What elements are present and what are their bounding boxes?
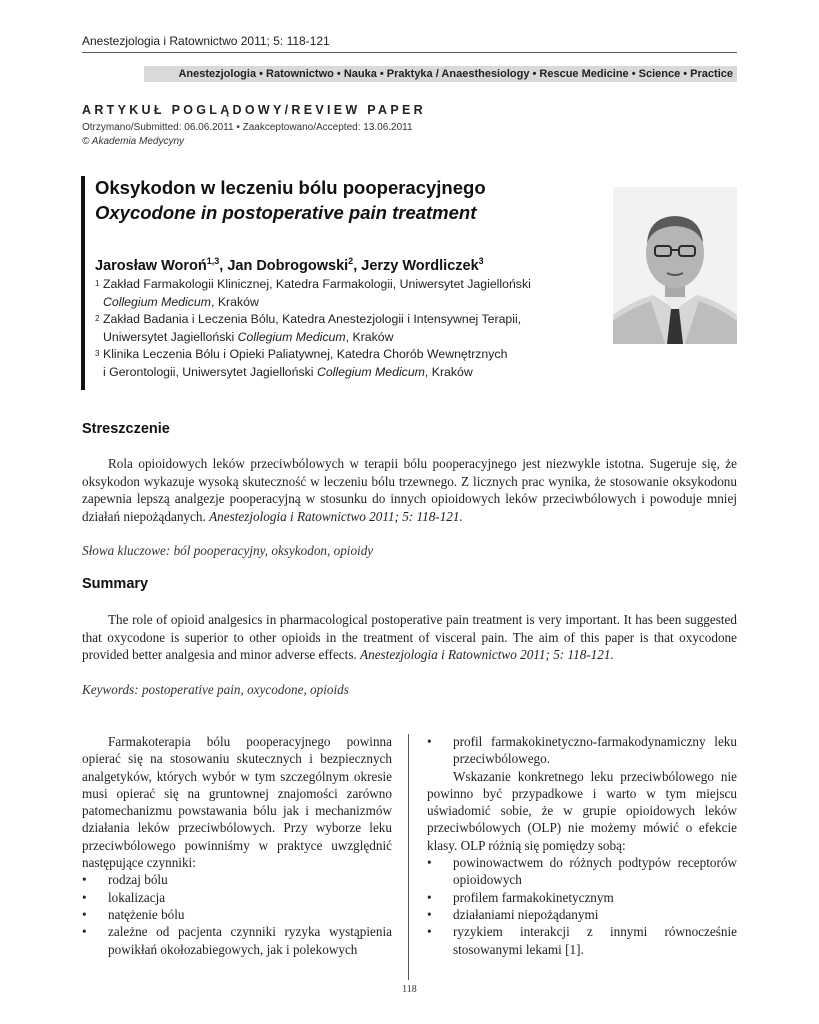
bullet-icon: • [427, 889, 432, 905]
list-item [82, 871, 392, 888]
list-item [82, 889, 392, 906]
affiliation-text: Uniwersytet Jagielloński [103, 329, 238, 344]
list-item-text: powinowactwem do różnych podtypów receptorów opioidowych [453, 855, 737, 888]
affiliation-text: i Gerontologii, Uniwersytet Jagielloński [103, 364, 317, 379]
column-divider [408, 734, 409, 980]
journal-header: Anestezjologia i Ratownictwo 2011; 5: 118-121 [82, 34, 330, 48]
author-affiliation-marker: 1,3 [206, 256, 220, 266]
bullet-icon: • [82, 924, 87, 940]
author-name: Jarosław Woroń [95, 257, 207, 274]
author-3 [361, 258, 483, 274]
affiliation-line [103, 311, 531, 329]
keywords-polish: Słowa kluczowe: ból pooperacyjny, oksykodon, opioidy [82, 543, 374, 558]
author-affiliation-marker: 2 [348, 256, 354, 266]
bullet-icon: • [82, 906, 87, 922]
author-2 [227, 258, 361, 274]
affiliation-line [103, 294, 531, 312]
abstract-text: Rola opioidowych leków przeciwbólowych w terapii bólu pooperacyjnego jest niezwykle istotna. Sugeruje się, że oksykodon wykazuje wysoką skuteczność w leczeniu bólu trzewnego. Z licznych prac wynika, że stosowanie oksykodonu zapewnia lepszą analgezje pooperacyjną w stosunku do innych opioidowych leków przeciwbólowych i powoduje mniej działań niepożądanych. [82, 456, 737, 524]
body-column-left [82, 733, 392, 958]
list-item-text: natężenie bólu [108, 906, 185, 922]
affiliation-text: Klinika Leczenia Bólu i Opieki Paliatywnej, Katedra Chorób Wewnętrznych [103, 347, 508, 361]
affiliation-text: , Kraków [210, 294, 259, 309]
author-name: Jan Dobrogowski [227, 257, 349, 274]
affiliation-line [103, 329, 531, 347]
list-item [82, 906, 392, 923]
abstract-heading-polish: Streszczenie [82, 421, 170, 437]
body-paragraph: Farmakoterapia bólu pooperacyjnego powinna opierać się na stosowaniu skutecznych i bezpiecznych analgetyków, których wybór w tym szczególnym okresie musi opierać się na gruntownej znajomości zarówno patomechanizmu powstawania bólu jak i mechanizmów działania leków przeciwbólowych. Przy wyborze leku przeciwbólowego powinniśmy w praktyce uwzględnić następujące czynniki: [82, 734, 392, 871]
affiliation-number: 1 [95, 279, 100, 288]
list-item [427, 889, 737, 906]
affiliation-text: , Kraków [345, 329, 394, 344]
title-accent-bar [81, 176, 85, 390]
factor-list [82, 871, 392, 957]
title-polish: Oksykodon w leczeniu bólu pooperacyjnego [95, 177, 486, 198]
list-item [427, 906, 737, 923]
affiliation-italic: Collegium Medicum [103, 294, 211, 309]
abstract-citation: Anestezjologia i Ratownictwo 2011; 5: 118-121. [360, 647, 614, 662]
topic-bar: Anestezjologia • Ratownictwo • Nauka • Praktyka / Anaesthesiology • Rescue Medicine • Science • Practice [144, 66, 737, 82]
affiliation-line [103, 346, 531, 364]
affiliation-1 [95, 276, 531, 311]
author-1 [95, 258, 227, 274]
list-item-text: rodzaj bólu [108, 872, 168, 888]
author-separator: , [353, 257, 362, 274]
bullet-icon: • [82, 872, 87, 888]
list-item-text: lokalizacja [108, 889, 166, 905]
list-item [427, 733, 737, 768]
abstract-polish [82, 455, 737, 525]
factor-list-continued [427, 733, 737, 768]
body-paragraph: Wskazanie konkretnego leku przeciwbólowego nie powinno być przypadkowe i warto w tym miejscu uświadomić sobie, że w grupie opioidowych leków przeciwbólowych (OLP) nie możemy mówić o efekcie klasy. OLP różnią się pomiędzy sobą: [427, 768, 737, 853]
body-column-right [427, 733, 737, 958]
affiliation-italic: Collegium Medicum [237, 329, 346, 344]
title-english: Oxycodone in postoperative pain treatment [95, 202, 477, 223]
author-list [95, 256, 484, 274]
bullet-icon: • [427, 924, 432, 940]
submission-dates: Otrzymano/Submitted: 06.06.2011 • Zaakceptowano/Accepted: 13.06.2011 [82, 122, 413, 133]
bullet-icon: • [427, 855, 432, 871]
list-item-text: profil farmakokinetyczno-farmakodynamiczny leku przeciwbólowego. [453, 734, 737, 767]
author-name: Jerzy Wordliczek [361, 257, 479, 274]
bullet-icon: • [82, 889, 87, 905]
affiliation-text: , Kraków [424, 364, 473, 379]
copyright: © Akademia Medycyny [82, 136, 185, 147]
list-item-text: ryzykiem interakcji z innymi równocześnie stosowanymi lekami [1]. [453, 924, 737, 957]
affiliations [95, 276, 531, 381]
affiliation-2 [95, 311, 531, 346]
affiliation-text: Zakład Farmakologii Klinicznej, Katedra Farmakologii, Uniwersytet Jagielloński [103, 277, 531, 291]
list-item [427, 923, 737, 958]
list-item-text: zależne od pacjenta czynniki ryzyka wystąpienia powikłań okołozabiegowych, jak i polekowych [108, 924, 392, 957]
list-item-text: działaniami niepożądanymi [453, 906, 599, 922]
author-affiliation-marker: 3 [478, 256, 484, 266]
bullet-icon: • [427, 734, 432, 749]
affiliation-italic: Collegium Medicum [316, 364, 425, 379]
affiliation-line [103, 276, 531, 294]
author-photo [613, 187, 737, 344]
page-number: 118 [402, 984, 417, 995]
affiliation-3 [95, 346, 531, 381]
list-item-text: profilem farmakokinetycznym [453, 889, 614, 905]
abstract-english [82, 611, 737, 664]
affiliation-line [103, 364, 531, 382]
bullet-icon: • [427, 906, 432, 922]
olp-difference-list [427, 854, 737, 958]
list-item [82, 923, 392, 958]
affiliation-text: Zakład Badania i Leczenia Bólu, Katedra Anestezjologii i Intensywnej Terapii, [103, 312, 522, 326]
affiliation-number: 3 [95, 349, 100, 358]
abstract-heading-english: Summary [82, 576, 149, 592]
list-item [427, 854, 737, 889]
abstract-citation: Anestezjologia i Ratownictwo 2011; 5: 118-121. [209, 508, 463, 524]
affiliation-number: 2 [95, 314, 100, 323]
keywords-english: Keywords: postoperative pain, oxycodone, opioids [82, 682, 349, 697]
abstract-text: The role of opioid analgesics in pharmacological postoperative pain treatment is very important. It has been suggested that oxycodone is superior to other opioids in the treatment of visceral pain. The aim of this paper is that oxycodone provided better analgesia and minor adverse effects. [82, 612, 737, 662]
article-type: ARTYKUŁ POGLĄDOWY/REVIEW PAPER [82, 103, 426, 117]
author-separator: , [219, 257, 228, 274]
header-rule [82, 52, 737, 53]
